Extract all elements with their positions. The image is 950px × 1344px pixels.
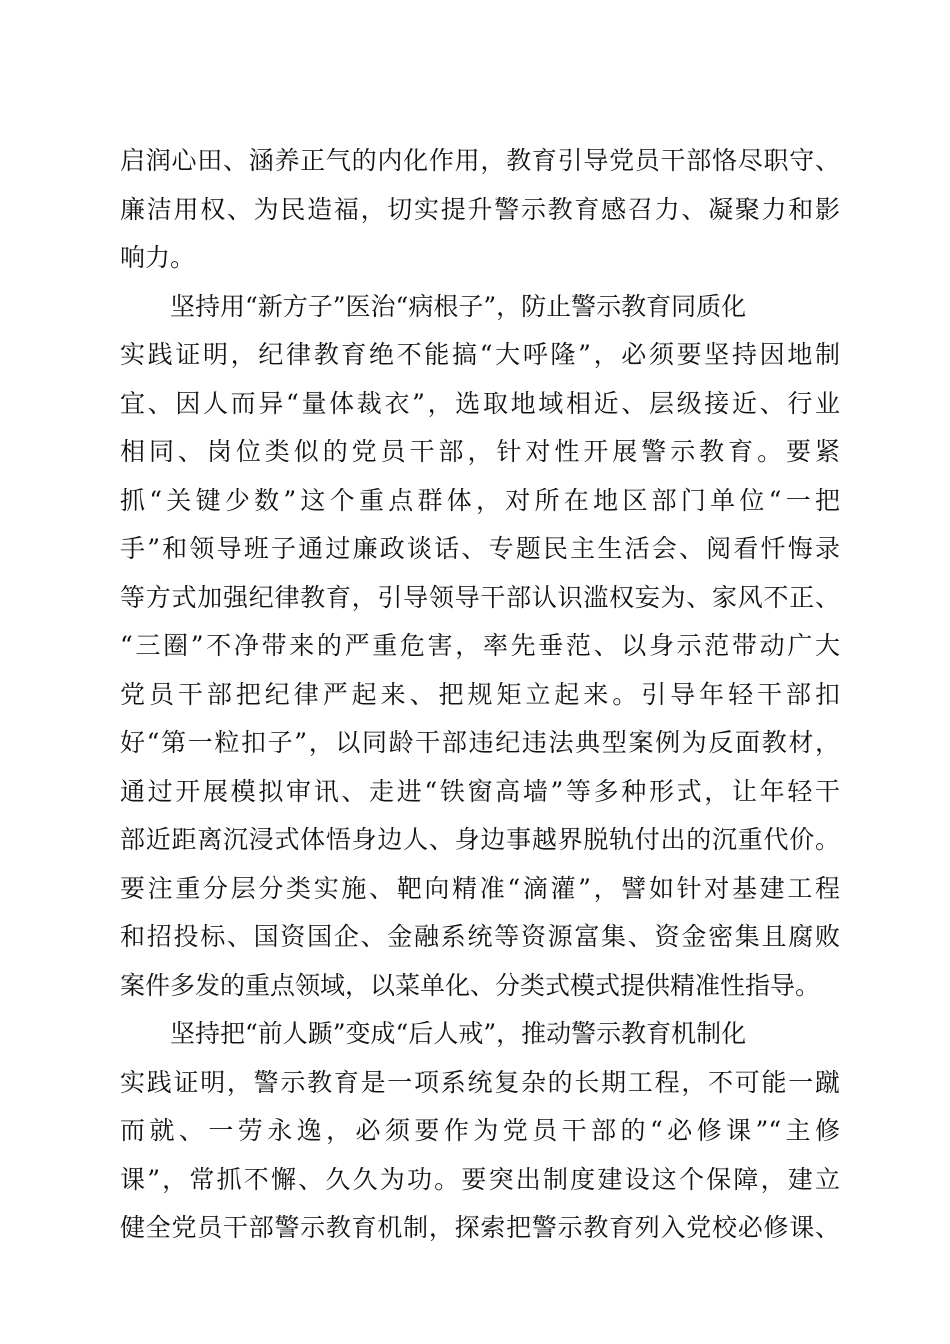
text-line: 启润心田、涵养正气的内化作用，教育引导党员干部恪尽职守、 <box>120 146 840 175</box>
text-line: 部近距离沉浸式体悟身边人、身边事越界脱轨付出的沉重代价。 <box>120 825 840 854</box>
text-line: 廉洁用权、为民造福，切实提升警示教育感召力、凝聚力和影 <box>120 194 840 224</box>
text-line: 和招投标、国资国企、金融系统等资源富集、资金密集且腐败 <box>120 922 840 951</box>
text-line: 案件多发的重点领域，以菜单化、分类式模式提供精准性指导。 <box>120 970 821 1000</box>
text-line: 实践证明，警示教育是一项系统复杂的长期工程，不可能一蹴 <box>120 1067 840 1097</box>
text-line: 实践证明，纪律教育绝不能搞“大呼隆”，必须要坚持因地制 <box>120 340 840 369</box>
text-line: 健全党员干部警示教育机制，探索把警示教育列入党校必修课、 <box>120 1213 840 1242</box>
text-line: 相同、岗位类似的党员干部，针对性开展警示教育。要紧 <box>120 437 840 466</box>
text-line: 抓“关键少数”这个重点群体，对所在地区部门单位“一把 <box>120 485 840 515</box>
text-line: 要注重分层分类实施、靶向精准“滴灌”，譬如针对基建工程 <box>120 873 840 903</box>
paragraph-1 <box>120 137 840 283</box>
text-line: 党员干部把纪律严起来、把规矩立起来。引导年轻干部扣 <box>120 679 840 709</box>
text-line: 等方式加强纪律教育，引导领导干部认识滥权妄为、家风不正、 <box>120 582 840 612</box>
text-line: 课”，常抓不懈、久久为功。要突出制度建设这个保障，建立 <box>120 1164 840 1194</box>
section-heading-line: 坚持用“新方子”医治“病根子”，防止警示教育同质化 <box>170 291 747 321</box>
text-line: 手”和领导班子通过廉政谈话、专题民主生活会、阅看忏悔录 <box>120 534 840 563</box>
document-page <box>120 137 840 1253</box>
text-line: 通过开展模拟审讯、走进“铁窗高墙”等多种形式，让年轻干 <box>120 776 840 806</box>
text-line: 宜、因人而异“量体裁衣”，选取地域相近、层级接近、行业 <box>120 388 840 418</box>
paragraph-2 <box>120 283 840 1011</box>
text-line: “三圈”不净带来的严重危害，率先垂范、以身示范带动广大 <box>120 631 840 660</box>
section-heading-line: 坚持把“前人踬”变成“后人戒”，推动警示教育机制化 <box>170 1019 747 1048</box>
text-line: 好“第一粒扣子”，以同龄干部违纪违法典型案例为反面教材， <box>120 728 840 757</box>
paragraph-3 <box>120 1010 840 1253</box>
text-line: 响力。 <box>120 243 196 272</box>
text-line: 而就、一劳永逸，必须要作为党员干部的“必修课”“主修 <box>120 1116 840 1145</box>
